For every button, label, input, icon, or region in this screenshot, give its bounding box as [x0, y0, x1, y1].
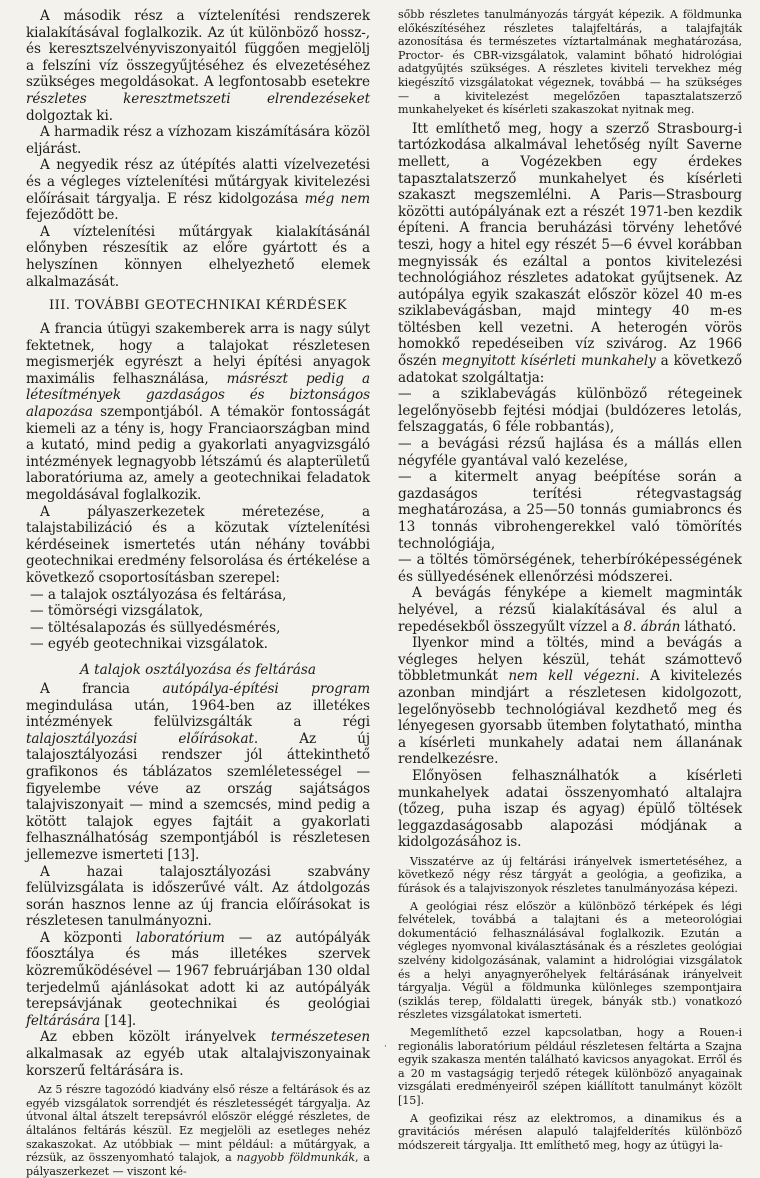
text: A negyedik rész az útépítés alatti vízelvezetési és a végleges víztelenítési műtárgyak kivitelezési előírásait tárgyalja. E rész kidolgozása	[26, 157, 370, 207]
emphasis: autópálya-építési program	[162, 680, 370, 697]
paragraph	[26, 8, 370, 124]
paragraph	[26, 930, 370, 1030]
list-item: — egyéb geotechnikai vizsgálatok.	[30, 636, 268, 653]
text: Az 5 részre tagozódó kiadvány első része a feltárások és az egyéb vizsgálatok sorrendjét és részletességét tárgyalja. Az útvonal által átszelt terepsávról először eléggé részletes, de általános feltárás készül. Ez megjelöli az esetleges nehéz szakaszokat. Az utóbbiak — mint például: a műtárgyak, a rézsük, az összenyomható talajok, a	[26, 1083, 370, 1165]
small-print-paragraph: A geofizikai rész az elektromos, a dinamikus és a gravitációs mérésen alapuló talajfelderítés különböző módszereit tárgyalja. Itt említhető meg, hogy az útügyi la-	[398, 1111, 742, 1152]
paragraph	[26, 681, 370, 864]
subsection-heading: A talajok osztályozása és feltárása	[80, 661, 316, 678]
paragraph: Előnyösen felhasználhatók a kísérleti munkahelyek adatai összenyomható altalajra (tőzeg, puha iszap és agyag) épülő töltések leggazdaságosabb alapozási módjának a kidolgozásához is.	[398, 767, 742, 851]
list-item: — a sziklabevágás különböző rétegeinek legelőnyösebb fejtési módjai (buldózeres letolás, felszaggatás, 6 féle robbantás),	[398, 386, 742, 436]
text: Az ebben közölt irányelvek	[40, 1029, 271, 1046]
paragraph: A harmadik rész a vízhozam kiszámítására közöl eljárást.	[26, 124, 370, 157]
left-column	[26, 8, 370, 1178]
emphasis: megnyitott kísérleti munkahely	[441, 353, 656, 370]
paragraph	[398, 121, 742, 387]
right-column	[398, 8, 742, 1152]
emphasis: még nem	[304, 190, 371, 207]
text: a következő adatokat szolgáltatja:	[398, 353, 742, 386]
text: A francia	[40, 680, 163, 697]
list-item: — a kitermelt anyag beépítése során a gazdaságos terítési rétegvastagság meghatározása, a 25—50 tonnás gumiabroncs és 13 tonnás vibrohengerekkel való tömörítés technológiája,	[398, 469, 742, 552]
paragraph: A hazai talajosztályozási szabvány felülvizsgálata is időszerűvé vált. Az átdolgozás során hasznos lenne az új francia előírásokat is részletesen tanulmányozni.	[26, 863, 370, 930]
paragraph: A víztelenítési műtárgyak kialakításánál előnyben részesítik az előre gyártott és a helyszínen könnyen elhelyezhető elemek alkalmazását.	[26, 223, 370, 290]
emphasis: nagyobb földmunkák	[236, 1151, 355, 1165]
text: . Az új talajosztályozási rendszer jól áttekinthető grafikonos és táblázatos szemléletességel — figyelembe véve az ország sajátságos talajviszonyait — mind a szemcsés, mind pedig a kötött talajok egyes fajtáit a gyakorlati felhasználhatóság szempontjából is részletesen jellemezve ismerteti [13].	[26, 730, 370, 863]
emphasis: laboratórium	[135, 929, 225, 946]
list-item: — töltésalapozás és süllyedésmérés,	[30, 619, 281, 636]
list-item: — a töltés tömörségének, teherbíróképességének és süllyedésének ellenőrzési módszerei.	[398, 552, 742, 585]
text: Itt említhető meg, hogy a szerző Strasbourg-i tartózkodása alkalmával lehetőség nyílt Saverne mellett, a Vogézekben egy érdekes tapasztalatszerző munkahelyet és kísérleti szakaszt megszemlélni. A Paris—Strasbourg közötti autópályának ezt a részét 1971-ben kezdik építeni. A francia beruházási törvény lehetővé teszi, hogy a hitel egy részét 5—6 évvel korábban megnyissák és ezáltal a pontos kivitelezési technológiához részletes adatokat gyűjtsenek. Az autópálya egyik szakaszát először közel 40 m-es sziklabevágásban, majd mintegy 40 m-es töltésben kell vezetni. A heterogén vörös homokkő repedéseiben víz szivárog. Az 1966 őszén	[398, 120, 742, 370]
list-item: — tömörségi vizsgálatok,	[30, 603, 204, 620]
emphasis: részletes keresztmetszeti elrendezéseket	[26, 90, 370, 107]
emphasis: nem kell végezni	[508, 668, 636, 685]
paragraph: A pályaszerkezetek méretezése, a talajstabilizáció és a közutak víztelenítési kérdéseinek ismertetés után néhány további geotechnikai eredmény felsorolása és értékelése a következő csoportosításban szerepel:	[26, 503, 370, 586]
topic-list	[26, 587, 370, 653]
text: A második rész a víztelenítési rendszerek kialakításával foglalkozik. Az út különböző hossz-, és keresztszelvényviszonyaitól függően megjelölj a felszíni víz összegyűjtéséhez és elvezetéséhez szükséges megoldásokat. A legfontosabb esetekre	[26, 8, 370, 91]
text: Ilyenkor mind a töltés, mind a bevágás a végleges helyen készül, tehát számottevő többletmunkát	[398, 635, 742, 685]
section-heading: III. TOVÁBBI GEOTECHNIKAI KÉRDÉSEK	[48, 298, 348, 314]
text: A központi	[40, 929, 136, 946]
text: . A kivitelezés azonban mindjárt a részletesen kidolgozott, legelőnyösebb technológiával kezdhető meg és lényegesen gyorsabb ütemben folytatható, mintha a kísérleti munkahely adatai nem állanának rendelkezésre.	[398, 668, 742, 768]
text: alkalmasak az egyéb utak altalajviszonyainak korszerű feltárására is.	[26, 1046, 370, 1079]
small-print-paragraph: A geológiai rész először a különböző térképek és légi felvételek, továbbá a talajtani és a meteorológiai dokumentáció felhasználásával foglalkozik. Ezután a végleges nyomvonal kiválasztásának és a részletes geológiai szelvény kidolgozásának, valamint a hidrológiai vizsgálatok és a helyi anyagnyerőhelyek feltárásának irányelveit tárgyalja. Végül a földmunka különleges szempontjaira (sziklás terep, földalatti üregek, bányák stb.) vonatkozó részletes vizsgálatokat ismerteti.	[398, 899, 742, 1022]
emphasis: természetesen	[270, 1029, 370, 1046]
list-item: — a talajok osztályozása és feltárása,	[30, 586, 287, 603]
paragraph	[26, 1029, 370, 1079]
emphasis: feltárására	[26, 1012, 101, 1029]
text: A francia útügyi szakemberek arra is nagy súlyt fektetnek, hogy a talajokat részletesen megismerjék egyrészt a helyi építési anyagok maximális felhasználása,	[26, 321, 370, 387]
text: megindulása után, 1964-ben az illetékes intézmények felülvizsgálták a régi	[26, 697, 370, 731]
text: dolgoztak ki.	[26, 107, 114, 124]
small-print-paragraph: sőbb részletes tanulmányozás tárgyát képezik. A földmunka előkészítéséhez részletes talajfeltárás, a talajfajták azonosítása és természetes víztartalmának meghatározása, Proctor- és CBR-vizsgálatok, valamint bőható hidrológiai adatgyűjtés szükséges. A részletes kiviteli tervekhez még kiegészítő vizsgálatokat végeznek, továbbá — ha szükséges — a kivitelezést megelőzően tapasztalatszerző munkahelyeket és kísérleti szakaszokat nyitnak meg.	[398, 8, 742, 117]
small-print-paragraph	[26, 1083, 370, 1178]
emphasis: másrészt pedig a létesítmények gazdaságos és biztonságos alapozása	[26, 370, 370, 421]
text: [14].	[100, 1012, 137, 1029]
text: A bevágás fényképe a kiemelt magminták helyével, a rézsű kialakításával és alul a repedésekből összegyűlt vízzel a	[398, 585, 742, 635]
small-print-paragraph: Visszatérve az új feltárási irányelvek ismertetéséhez, a következő négy rész tárgyát a geológia, a geofizika, a fúrások és a talajviszonyok részletes tanulmányozása képezi.	[398, 854, 742, 896]
text: szempontjából. A témakör fontosságát kiemeli az a tény is, hogy Franciaországban mind a kutató, mind pedig a gyakorlati anyagvizsgáló intézmények legnagyobb létszámú és alapterületű laboratóriuma az, amely a geotechnikai feladatok megoldásával foglalkozik.	[26, 404, 370, 504]
results-list	[398, 386, 742, 585]
paragraph	[26, 157, 370, 223]
paragraph	[26, 321, 370, 504]
text: , a pályaszerkezet — viszont ké-	[26, 1151, 370, 1178]
small-print-paragraph: Megemlíthető ezzel kapcsolatban, hogy a Rouen-i regionális laboratórium például részletesen feltárta a Szajna egyik szakasza mentén található kavicsos anyagokat. Erről és a 20 m vastagságig terjedő rétegek különböző anyagainak vizsgálati eredményeiről szépen kiállított tanulmányt közölt [15].	[398, 1026, 742, 1107]
text: — az autópályák főosztálya és más illetékes szervek közreműködésével — 1967 februárjában 130 oldal terjedelmű ajánlásokat adott ki az autópályák terepsávjának geotechnikai és geológiai	[26, 929, 370, 1013]
page-mark: ·	[384, 1042, 387, 1052]
emphasis: talajosztályozási előírásokat	[26, 730, 254, 747]
paragraph	[398, 635, 742, 768]
paragraph	[398, 585, 742, 635]
list-item: — a bevágási rézsű hajlása és a mállás ellen négyféle gyantával való kezelése,	[398, 436, 742, 469]
emphasis: 8. ábrán	[623, 618, 681, 635]
text: látható.	[680, 618, 737, 635]
text: fejeződött be.	[26, 207, 119, 224]
